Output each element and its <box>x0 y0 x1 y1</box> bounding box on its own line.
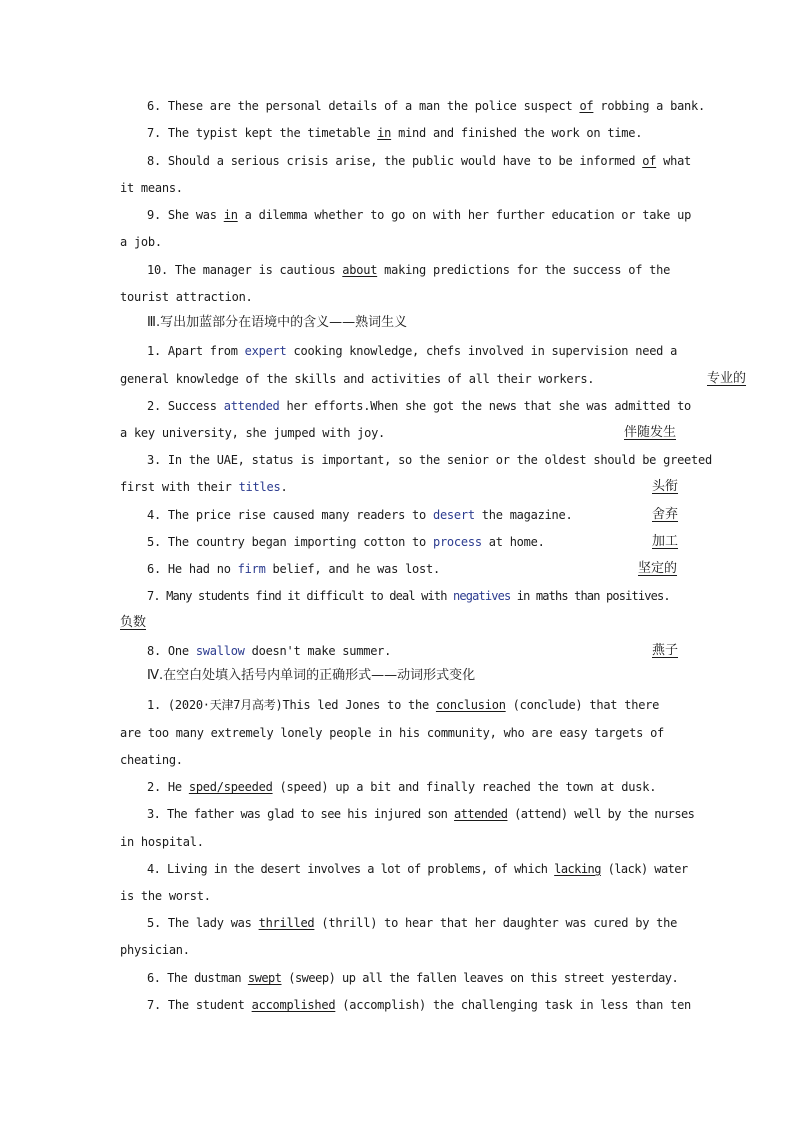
item-text: 2. He <box>147 780 189 794</box>
keyword: attended <box>223 399 280 413</box>
item-text: 1. Apart from <box>147 344 245 358</box>
item-3-4-line <box>147 508 572 522</box>
item-3-2-line <box>147 399 691 413</box>
item-text: 3. The father was glad to see his injured son <box>147 807 455 821</box>
answer: sped/speeded <box>188 780 273 794</box>
item-4-1-continuation: are too many extremely lonely people in his community, who are easy targets of <box>120 726 665 740</box>
answer-meaning: 坚定的 <box>638 561 678 576</box>
item-text: 10. The manager is cautious <box>147 263 343 277</box>
item-3-8-line <box>147 644 391 658</box>
item-text: 1. (2020·天津7月高考)This led Jones to the <box>147 698 436 712</box>
item-4-5-line <box>147 916 677 930</box>
answer: attended <box>454 807 508 821</box>
item-text: 9. She was <box>147 208 224 222</box>
item-text: a dilemma whether to go on with her further education or take up <box>237 208 692 222</box>
item-text: first with their <box>120 480 239 494</box>
item-text: belief, and he was lost. <box>265 562 440 576</box>
item-text: 6. The dustman <box>147 971 248 985</box>
answer-meaning: 伴随发生 <box>624 425 677 440</box>
item-text: 8. One <box>147 644 196 658</box>
item-text: 8. Should a serious crisis arise, the public would have to be informed <box>147 154 643 168</box>
item-4-3-line <box>147 807 694 821</box>
item-10-line <box>147 263 670 277</box>
item-text: (accomplish) the challenging task in less than ten <box>335 998 692 1012</box>
item-text: doesn't make summer. <box>244 644 392 658</box>
answer: in <box>223 208 238 222</box>
item-text: in maths than positives. <box>510 589 670 603</box>
item-text: at home. <box>481 535 545 549</box>
item-9-line <box>147 208 691 222</box>
item-text: (sweep) up all the fallen leaves on this street yesterday. <box>281 971 679 985</box>
answer: of <box>642 154 657 168</box>
item-3-1-continuation: general knowledge of the skills and activities of all their workers. <box>120 372 595 386</box>
item-text: (lack) water <box>600 862 688 876</box>
item-3-3-continuation <box>120 480 287 494</box>
answer: accomplished <box>251 998 336 1012</box>
answer-meaning: 加工 <box>652 534 679 549</box>
item-6-line <box>147 99 705 113</box>
item-text: mind and finished the work on time. <box>391 126 643 140</box>
answer-meaning: 负数 <box>120 615 147 630</box>
section-heading-4: Ⅳ.在空白处填入括号内单词的正确形式——动词形式变化 <box>147 668 476 683</box>
item-3-3-line: 3. In the UAE, status is important, so the senior or the oldest should be greeted <box>147 453 712 467</box>
item-text: (thrill) to hear that her daughter was cured by the <box>314 916 678 930</box>
answer: thrilled <box>258 916 315 930</box>
item-text: 7. The typist kept the timetable <box>147 126 378 140</box>
keyword: swallow <box>195 644 245 658</box>
answer: lacking <box>554 862 601 876</box>
section-heading-3: Ⅲ.写出加蓝部分在语境中的含义——熟词生义 <box>147 315 408 330</box>
keyword: expert <box>244 344 287 358</box>
item-text: . <box>280 480 288 494</box>
item-3-1-line <box>147 344 677 358</box>
item-4-4-line <box>147 862 688 876</box>
item-text: 5. The country began importing cotton to <box>147 535 433 549</box>
item-text: what <box>656 154 692 168</box>
answer-meaning: 专业的 <box>707 371 747 386</box>
item-text: her efforts.When she got the news that she was admitted to <box>279 399 692 413</box>
item-9-continuation: a job. <box>120 235 162 249</box>
item-3-7-line <box>147 589 670 603</box>
item-4-1-continuation-2: cheating. <box>120 753 183 767</box>
item-3-6-line <box>147 562 440 576</box>
item-text: 5. The lady was <box>147 916 259 930</box>
answer-meaning: 舍弃 <box>652 507 679 522</box>
item-8-line <box>147 154 691 168</box>
item-text: 6. These are the personal details of a man the police suspect <box>147 99 580 113</box>
answer-meaning: 燕子 <box>652 643 679 658</box>
item-4-7-line <box>147 998 691 1012</box>
item-text: 7. The student <box>147 998 252 1012</box>
item-text: making predictions for the success of the <box>377 263 671 277</box>
item-text: the magazine. <box>474 508 573 522</box>
answer: conclusion <box>435 698 506 712</box>
item-4-3-continuation: in hospital. <box>120 835 204 849</box>
keyword: desert <box>432 508 475 522</box>
answer: in <box>377 126 392 140</box>
item-text: (speed) up a bit and finally reached the town at dusk. <box>272 780 657 794</box>
item-4-2-line <box>147 780 656 794</box>
item-text: 4. The price rise caused many readers to <box>147 508 433 522</box>
answer: about <box>342 263 378 277</box>
item-text: 4. Living in the desert involves a lot of problems, of which <box>147 862 555 876</box>
item-10-continuation: tourist attraction. <box>120 290 253 304</box>
answer-meaning: 头衔 <box>652 479 679 494</box>
item-text: 7. Many students find it difficult to deal with <box>147 589 453 603</box>
keyword: titles <box>238 480 281 494</box>
item-text: 2. Success <box>147 399 224 413</box>
answer: of <box>579 99 594 113</box>
answer: swept <box>247 971 282 985</box>
item-7-line <box>147 126 642 140</box>
item-text: (attend) well by the nurses <box>507 807 695 821</box>
item-text: cooking knowledge, chefs involved in supervision need a <box>286 344 678 358</box>
item-text: robbing a bank. <box>593 99 705 113</box>
item-4-5-continuation: physician. <box>120 943 190 957</box>
keyword: process <box>432 535 482 549</box>
item-4-4-continuation: is the worst. <box>120 889 211 903</box>
item-3-2-continuation: a key university, she jumped with joy. <box>120 426 386 440</box>
item-4-1-line <box>147 698 659 712</box>
item-8-continuation: it means. <box>120 181 183 195</box>
item-text: (conclude) that there <box>505 698 660 712</box>
item-4-6-line <box>147 971 678 985</box>
item-text: 6. He had no <box>147 562 238 576</box>
item-3-5-line <box>147 535 545 549</box>
keyword: negatives <box>452 589 511 603</box>
keyword: firm <box>237 562 266 576</box>
